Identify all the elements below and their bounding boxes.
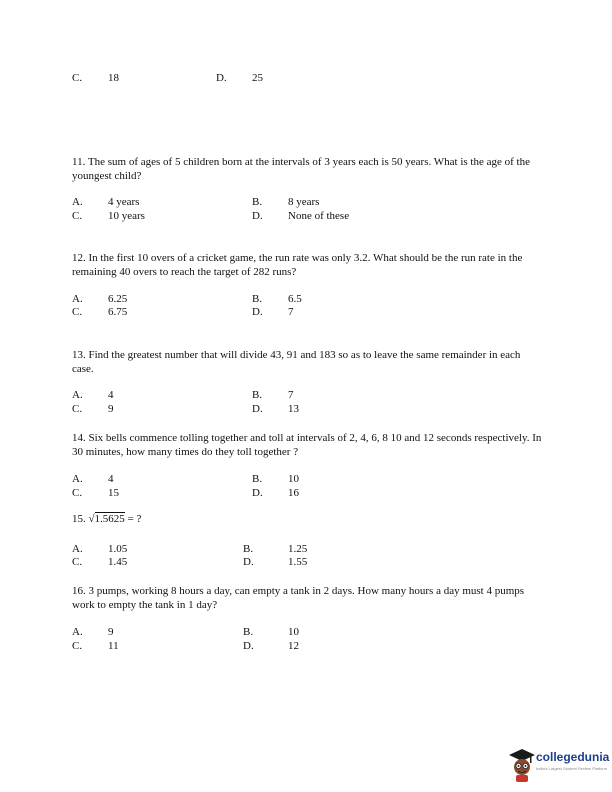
q13-option-c-label: C. xyxy=(72,403,83,415)
q12-option-b-label: B. xyxy=(252,293,263,305)
q16-option-c-label: C. xyxy=(72,640,83,652)
q11-option-d-label: D. xyxy=(252,210,263,222)
question-12: 12. In the first 10 overs of a cricket game, the run rate was only 3.2. What should be the run rate in the remaining 40 overs to reach the target of 282 runs? xyxy=(72,252,523,278)
option-c-label: C. xyxy=(72,72,83,84)
question-15 xyxy=(72,513,141,525)
q11-option-a-label: A. xyxy=(72,196,83,208)
q14-option-c-label: C. xyxy=(72,487,83,499)
q16-option-a-value: 9 xyxy=(108,626,114,638)
q13-option-c-value: 9 xyxy=(108,403,114,415)
q11-option-a-value: 4 years xyxy=(108,196,140,208)
q15-option-b-value: 1.25 xyxy=(288,543,308,555)
q16-option-a-label: A. xyxy=(72,626,83,638)
graduate-mascot-icon xyxy=(508,747,536,783)
q15-option-b-label: B. xyxy=(243,543,254,555)
q16-option-d-value: 12 xyxy=(288,640,299,652)
q11-option-d-value: None of these xyxy=(288,210,350,222)
q12-option-a-label: A. xyxy=(72,293,83,305)
question-14: 14. Six bells commence tolling together and toll at intervals of 2, 4, 6, 8 10 and 12 seconds respectively. In 30 minutes, how many times do they toll together ? xyxy=(72,432,542,458)
logo-wordmark: collegedunia xyxy=(536,750,610,764)
q15-option-c-value: 1.45 xyxy=(108,556,128,568)
radical-sign-icon: √ xyxy=(88,513,95,525)
q13-option-b-label: B. xyxy=(252,389,263,401)
q16-option-b-value: 10 xyxy=(288,626,299,638)
q14-option-b-value: 10 xyxy=(288,473,299,485)
q14-option-a-value: 4 xyxy=(108,473,114,485)
option-d-value: 25 xyxy=(252,72,263,84)
question-15-suffix: = ? xyxy=(124,513,142,525)
question-11: 11. The sum of ages of 5 children born at the intervals of 3 years each is 50 years. What is the age of the youngest child? xyxy=(72,156,530,182)
q13-option-d-value: 13 xyxy=(288,403,299,415)
q14-option-b-label: B. xyxy=(252,473,263,485)
q15-option-c-label: C. xyxy=(72,556,83,568)
q16-option-b-label: B. xyxy=(243,626,254,638)
option-d-label: D. xyxy=(216,72,227,84)
q15-option-a-value: 1.05 xyxy=(108,543,128,555)
q12-option-c-label: C. xyxy=(72,306,83,318)
q13-option-d-label: D. xyxy=(252,403,263,415)
q11-option-b-value: 8 years xyxy=(288,196,320,208)
q11-option-c-value: 10 years xyxy=(108,210,145,222)
question-13: 13. Find the greatest number that will divide 43, 91 and 183 so as to leave the same remainder in each case. xyxy=(72,349,521,375)
q11-option-c-label: C. xyxy=(72,210,83,222)
q13-option-a-label: A. xyxy=(72,389,83,401)
q16-option-d-label: D. xyxy=(243,640,254,652)
q15-option-d-value: 1.55 xyxy=(288,556,308,568)
logo-tagline: India's Largest Student Review Platform xyxy=(536,766,608,771)
q12-option-d-label: D. xyxy=(252,306,263,318)
question-16: 16. 3 pumps, working 8 hours a day, can empty a tank in 2 days. How many hours a day must 4 pumps work to empty the tank in 1 day? xyxy=(72,585,525,611)
q16-option-c-value: 11 xyxy=(108,640,119,652)
radicand: 1.5625 xyxy=(94,513,125,525)
q13-option-b-value: 7 xyxy=(288,389,294,401)
q11-option-b-label: B. xyxy=(252,196,263,208)
q13-option-a-value: 4 xyxy=(108,389,114,401)
q15-option-d-label: D. xyxy=(243,556,254,568)
q12-option-a-value: 6.25 xyxy=(108,293,128,305)
q12-option-d-value: 7 xyxy=(288,306,294,318)
option-c-value: 18 xyxy=(108,72,119,84)
q14-option-c-value: 15 xyxy=(108,487,119,499)
q14-option-d-value: 16 xyxy=(288,487,299,499)
q14-option-a-label: A. xyxy=(72,473,83,485)
q12-option-c-value: 6.75 xyxy=(108,306,128,318)
q14-option-d-label: D. xyxy=(252,487,263,499)
q12-option-b-value: 6.5 xyxy=(288,293,302,305)
collegedunia-logo xyxy=(508,745,612,785)
square-root-expression xyxy=(89,513,125,525)
question-15-prefix: 15. xyxy=(72,513,89,525)
q15-option-a-label: A. xyxy=(72,543,83,555)
